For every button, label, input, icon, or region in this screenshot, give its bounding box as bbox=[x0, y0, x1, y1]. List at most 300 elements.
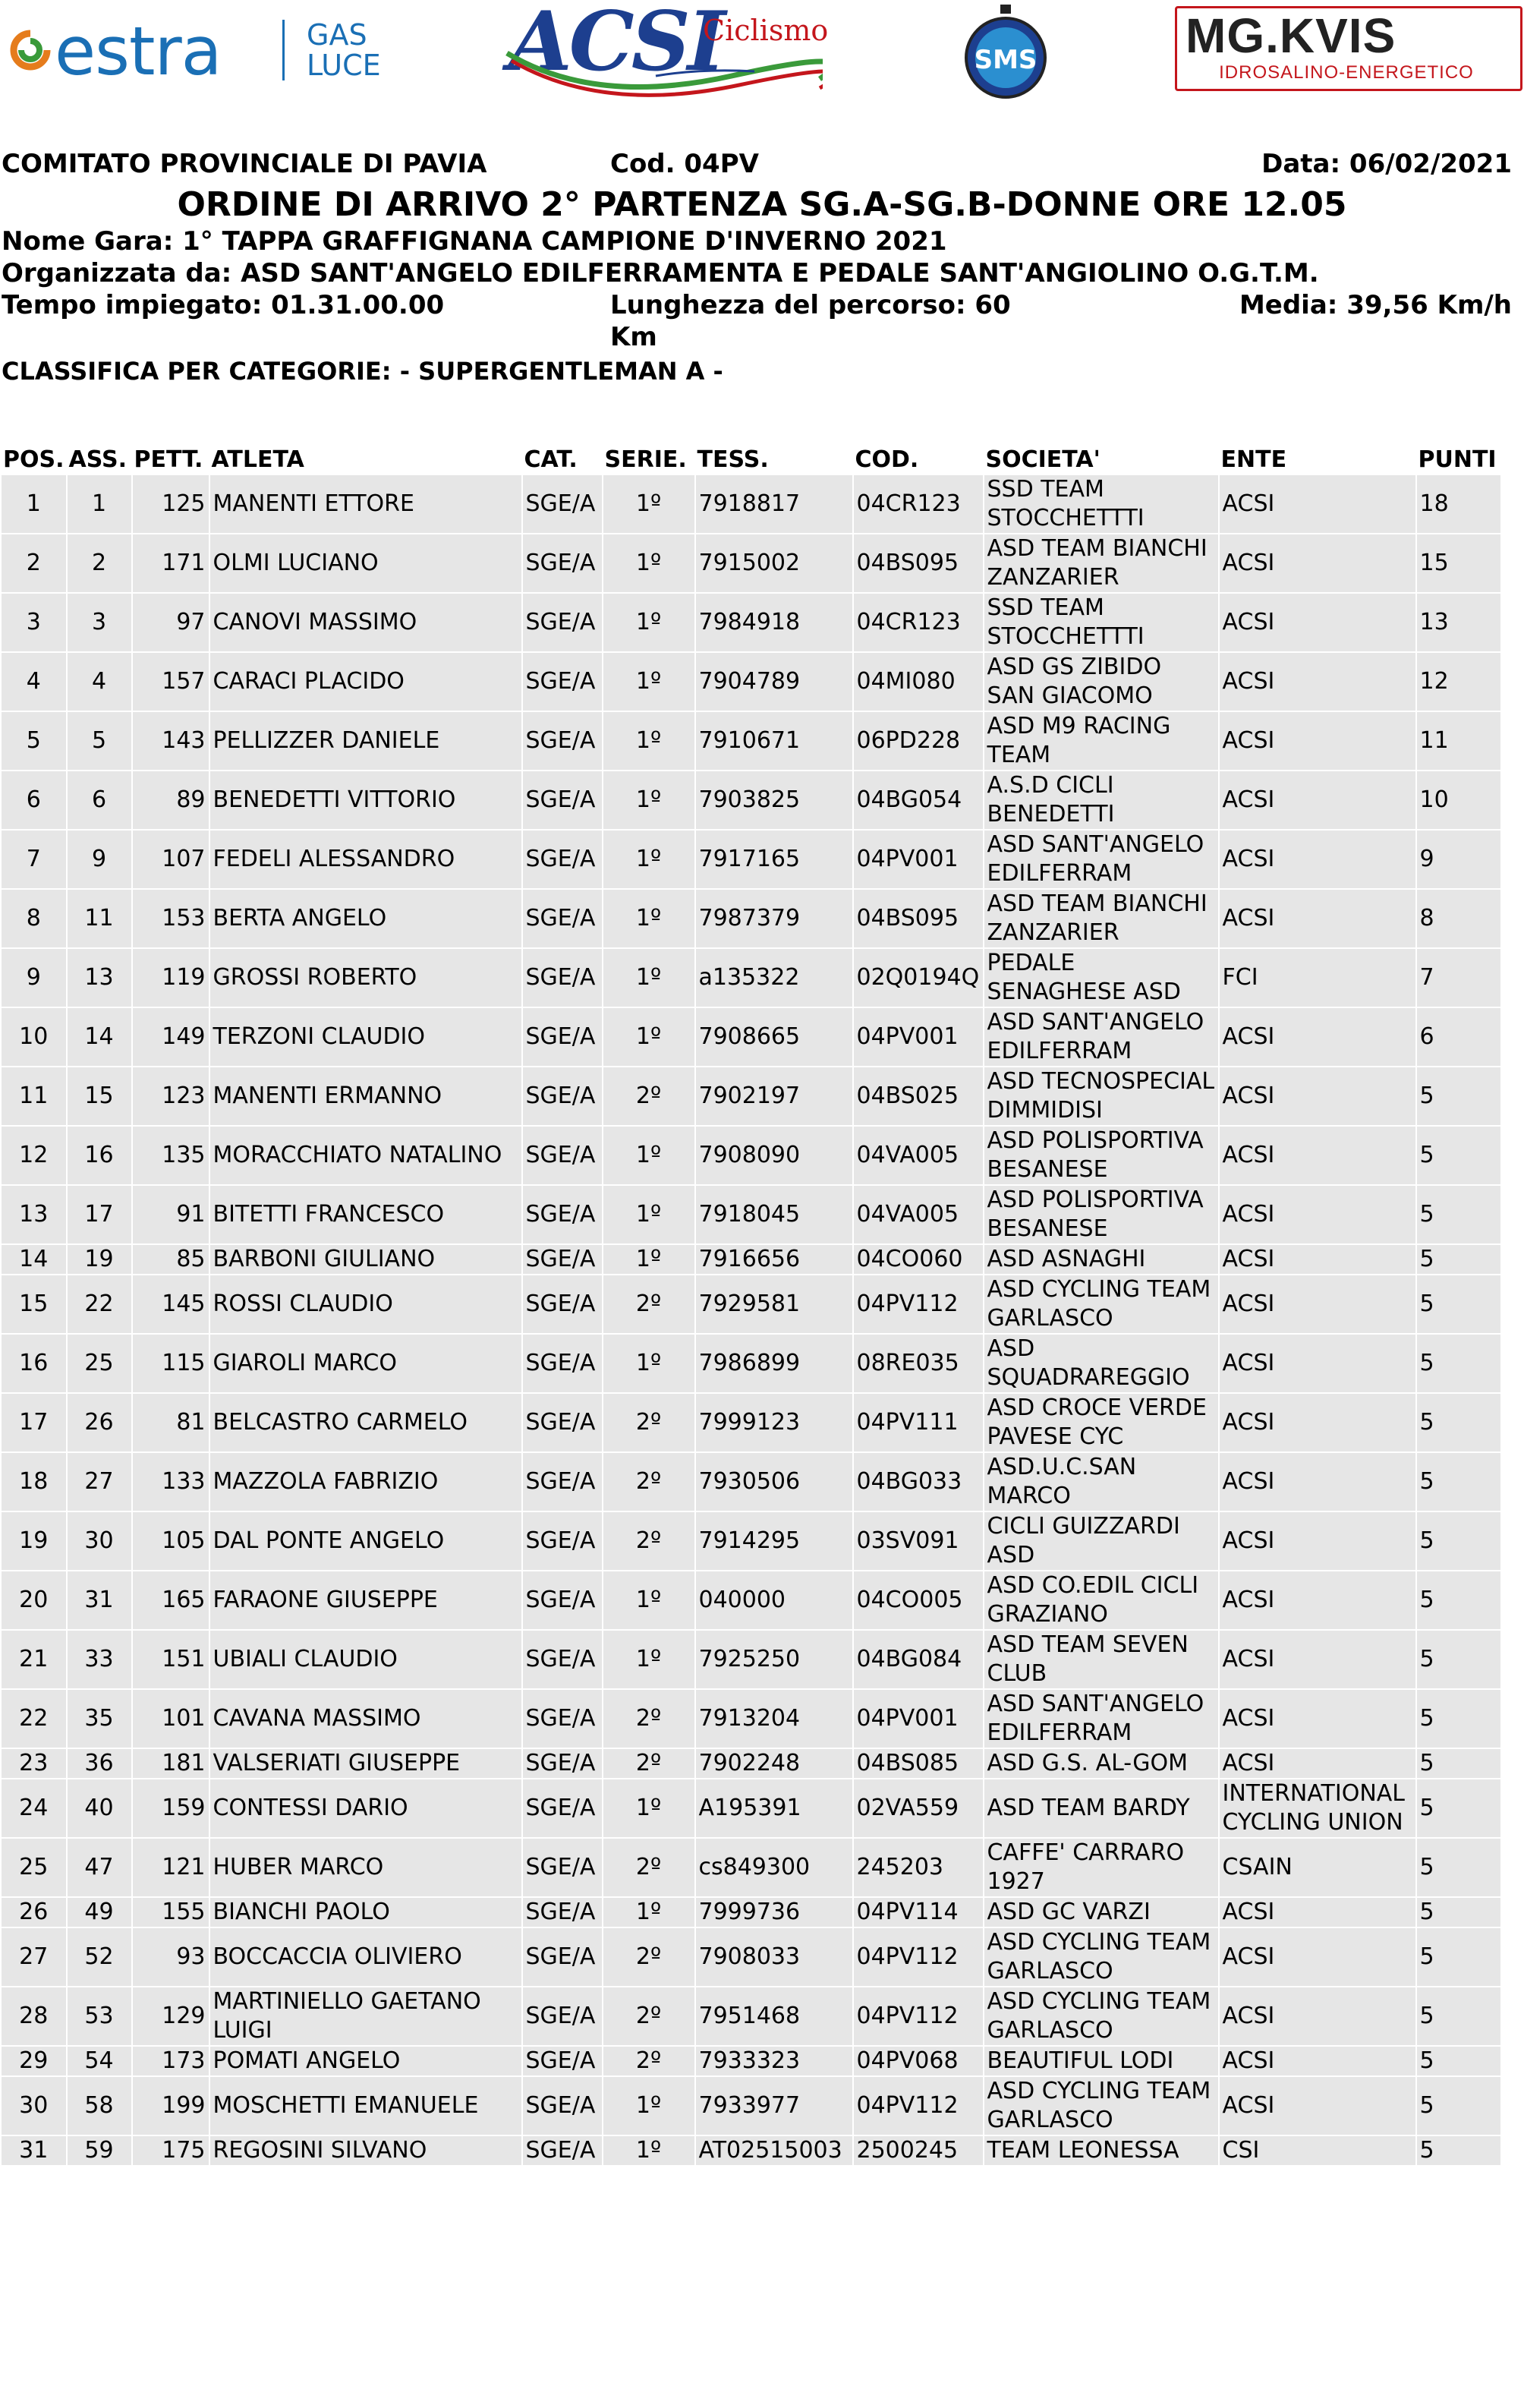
cell-atleta: MORACCHIATO NATALINO bbox=[210, 1127, 521, 1184]
cell-serie: 2º bbox=[603, 1275, 694, 1333]
cell-pettorale: 101 bbox=[133, 1690, 209, 1748]
cell-codice: 04PV068 bbox=[854, 2047, 983, 2075]
cell-punti: 10 bbox=[1417, 771, 1500, 829]
cell-pettorale: 153 bbox=[133, 890, 209, 947]
cell-categoria: SGE/A bbox=[523, 1571, 602, 1629]
cell-categoria: SGE/A bbox=[523, 475, 602, 533]
cell-codice: 04BG084 bbox=[854, 1631, 983, 1688]
cell-ente: ACSI bbox=[1220, 1898, 1415, 1927]
table-row[interactable] bbox=[2, 1453, 1500, 1511]
cell-ente: ACSI bbox=[1220, 1067, 1415, 1125]
cell-pettorale: 107 bbox=[133, 831, 209, 888]
cell-pettorale: 129 bbox=[133, 1987, 209, 2045]
cell-codice: 04MI080 bbox=[854, 653, 983, 711]
cell-punti: 5 bbox=[1417, 1394, 1500, 1451]
cell-serie: 1º bbox=[603, 1245, 694, 1274]
cell-serie: 1º bbox=[603, 831, 694, 888]
committee-code: Cod. 04PV bbox=[610, 149, 759, 179]
column-header-societa[interactable]: SOCIETA' bbox=[985, 446, 1100, 473]
cell-categoria: SGE/A bbox=[523, 1275, 602, 1333]
table-row[interactable] bbox=[2, 1127, 1500, 1184]
cell-codice: 04PV001 bbox=[854, 1690, 983, 1748]
cell-serie: 1º bbox=[603, 1127, 694, 1184]
cell-position: 6 bbox=[2, 771, 66, 829]
cell-ente: ACSI bbox=[1220, 653, 1415, 711]
table-row[interactable] bbox=[2, 1571, 1500, 1629]
cell-societa: ASD TEAM BIANCHI ZANZARIER bbox=[984, 534, 1218, 592]
cell-punti: 5 bbox=[1417, 1335, 1500, 1392]
cell-serie: 1º bbox=[603, 1631, 694, 1688]
cell-atleta: CANOVI MASSIMO bbox=[210, 594, 521, 651]
cell-assoluto: 36 bbox=[68, 1749, 131, 1778]
acsi-ciclismo-text: Ciclismo bbox=[703, 14, 829, 47]
cell-punti: 5 bbox=[1417, 1987, 1500, 2045]
cell-serie: 1º bbox=[603, 2136, 694, 2165]
column-header-punti[interactable]: PUNTI bbox=[1418, 446, 1497, 473]
cell-pettorale: 121 bbox=[133, 1839, 209, 1896]
cell-position: 4 bbox=[2, 653, 66, 711]
column-header-serie[interactable]: SERIE. bbox=[604, 446, 687, 473]
cell-categoria: SGE/A bbox=[523, 1898, 602, 1927]
cell-tessera: 7904789 bbox=[696, 653, 852, 711]
cell-atleta: BITETTI FRANCESCO bbox=[210, 1186, 521, 1243]
cell-serie: 1º bbox=[603, 594, 694, 651]
cell-atleta: UBIALI CLAUDIO bbox=[210, 1631, 521, 1688]
table-row[interactable] bbox=[2, 594, 1500, 651]
cell-societa: TEAM LEONESSA bbox=[984, 2136, 1218, 2165]
cell-atleta: CONTESSI DARIO bbox=[210, 1779, 521, 1837]
cell-assoluto: 14 bbox=[68, 1008, 131, 1066]
cell-assoluto: 27 bbox=[68, 1453, 131, 1511]
cell-serie: 1º bbox=[603, 1008, 694, 1066]
table-body bbox=[2, 475, 1500, 2165]
table-header-row bbox=[2, 445, 1500, 474]
cell-position: 1 bbox=[2, 475, 66, 533]
cell-societa: ASD CROCE VERDE PAVESE CYC bbox=[984, 1394, 1218, 1451]
race-stats bbox=[0, 290, 1524, 354]
cell-punti: 12 bbox=[1417, 653, 1500, 711]
cell-pettorale: 145 bbox=[133, 1275, 209, 1333]
cell-position: 5 bbox=[2, 712, 66, 770]
course-length: Lunghezza del percorso: 60 bbox=[610, 290, 1011, 320]
cell-atleta: BERTA ANGELO bbox=[210, 890, 521, 947]
cell-societa: ASD SANT'ANGELO EDILFERRAM bbox=[984, 1690, 1218, 1748]
cell-ente: ACSI bbox=[1220, 2077, 1415, 2135]
cell-pettorale: 143 bbox=[133, 712, 209, 770]
cell-punti: 5 bbox=[1417, 2077, 1500, 2135]
cell-tessera: AT02515003 bbox=[696, 2136, 852, 2165]
cell-punti: 5 bbox=[1417, 1898, 1500, 1927]
cell-codice: 04PV001 bbox=[854, 831, 983, 888]
cell-categoria: SGE/A bbox=[523, 1394, 602, 1451]
cell-codice: 04CR123 bbox=[854, 475, 983, 533]
cell-codice: 02Q0194Q bbox=[854, 949, 983, 1007]
cell-codice: 08RE035 bbox=[854, 1335, 983, 1392]
cell-categoria: SGE/A bbox=[523, 949, 602, 1007]
cell-ente: ACSI bbox=[1220, 534, 1415, 592]
column-header-codice[interactable]: COD. bbox=[855, 446, 919, 473]
cell-pettorale: 181 bbox=[133, 1749, 209, 1778]
cell-assoluto: 31 bbox=[68, 1571, 131, 1629]
column-header-categoria[interactable]: CAT. bbox=[524, 446, 578, 473]
cell-societa: ASD TEAM BIANCHI ZANZARIER bbox=[984, 890, 1218, 947]
cell-serie: 1º bbox=[603, 712, 694, 770]
cell-societa: ASD TEAM BARDY bbox=[984, 1779, 1218, 1837]
cell-tessera: 7951468 bbox=[696, 1987, 852, 2045]
cell-tessera: cs849300 bbox=[696, 1839, 852, 1896]
cell-atleta: VALSERIATI GIUSEPPE bbox=[210, 1749, 521, 1778]
cell-codice: 03SV091 bbox=[854, 1512, 983, 1570]
race-name: Nome Gara: 1° TAPPA GRAFFIGNANA CAMPIONE D'INVERNO 2021 bbox=[2, 226, 947, 257]
cell-societa: ASD CYCLING TEAM GARLASCO bbox=[984, 1987, 1218, 2045]
cell-serie: 2º bbox=[603, 1453, 694, 1511]
cell-serie: 1º bbox=[603, 1335, 694, 1392]
cell-tessera: 7915002 bbox=[696, 534, 852, 592]
cell-tessera: 7908665 bbox=[696, 1008, 852, 1066]
cell-tessera: 7933323 bbox=[696, 2047, 852, 2075]
cell-codice: 04BS095 bbox=[854, 890, 983, 947]
cell-atleta: CAVANA MASSIMO bbox=[210, 1690, 521, 1748]
cell-ente: ACSI bbox=[1220, 1987, 1415, 2045]
cell-societa: ASD GC VARZI bbox=[984, 1898, 1218, 1927]
table-row[interactable] bbox=[2, 653, 1500, 711]
estra-wordmark: estra bbox=[55, 12, 222, 90]
cell-atleta: OLMI LUCIANO bbox=[210, 534, 521, 592]
table-row[interactable] bbox=[2, 1631, 1500, 1688]
cell-societa: ASD CYCLING TEAM GARLASCO bbox=[984, 1275, 1218, 1333]
cell-tessera: A195391 bbox=[696, 1779, 852, 1837]
cell-ente: ACSI bbox=[1220, 1631, 1415, 1688]
cell-codice: 04PV001 bbox=[854, 1008, 983, 1066]
mgk-wordmark: MG.KVIS bbox=[1186, 8, 1396, 63]
table-row[interactable] bbox=[2, 1987, 1500, 2045]
cell-tessera: 7986899 bbox=[696, 1335, 852, 1392]
cell-codice: 04BS085 bbox=[854, 1749, 983, 1778]
cell-categoria: SGE/A bbox=[523, 1008, 602, 1066]
cell-punti: 8 bbox=[1417, 890, 1500, 947]
cell-codice: 04PV112 bbox=[854, 2077, 983, 2135]
table-row[interactable] bbox=[2, 1394, 1500, 1451]
table-row[interactable] bbox=[2, 2077, 1500, 2135]
cell-societa: ASD SANT'ANGELO EDILFERRAM bbox=[984, 831, 1218, 888]
cell-atleta: REGOSINI SILVANO bbox=[210, 2136, 521, 2165]
cell-tessera: 7929581 bbox=[696, 1275, 852, 1333]
table-row[interactable] bbox=[2, 1928, 1500, 1986]
cell-atleta: PELLIZZER DANIELE bbox=[210, 712, 521, 770]
table-row[interactable] bbox=[2, 831, 1500, 888]
cell-position: 30 bbox=[2, 2077, 66, 2135]
cell-categoria: SGE/A bbox=[523, 1779, 602, 1837]
cell-societa: ASD CYCLING TEAM GARLASCO bbox=[984, 2077, 1218, 2135]
cell-pettorale: 97 bbox=[133, 594, 209, 651]
cell-pettorale: 159 bbox=[133, 1779, 209, 1837]
cell-tessera: 7902197 bbox=[696, 1067, 852, 1125]
cell-assoluto: 9 bbox=[68, 831, 131, 888]
cell-categoria: SGE/A bbox=[523, 1987, 602, 2045]
results-table bbox=[0, 443, 1502, 2167]
cell-societa: SSD TEAM STOCCHETTTI bbox=[984, 475, 1218, 533]
cell-serie: 1º bbox=[603, 475, 694, 533]
cell-position: 15 bbox=[2, 1275, 66, 1333]
cell-tessera: 7930506 bbox=[696, 1453, 852, 1511]
cell-serie: 1º bbox=[603, 1779, 694, 1837]
cell-assoluto: 52 bbox=[68, 1928, 131, 1986]
cell-tessera: 7933977 bbox=[696, 2077, 852, 2135]
cell-punti: 5 bbox=[1417, 1245, 1500, 1274]
cell-societa: BEAUTIFUL LODI bbox=[984, 2047, 1218, 2075]
cell-categoria: SGE/A bbox=[523, 1749, 602, 1778]
cell-assoluto: 5 bbox=[68, 712, 131, 770]
cell-ente: ACSI bbox=[1220, 1186, 1415, 1243]
cell-categoria: SGE/A bbox=[523, 1928, 602, 1986]
cell-punti: 7 bbox=[1417, 949, 1500, 1007]
cell-punti: 11 bbox=[1417, 712, 1500, 770]
cell-societa: ASD SQUADRAREGGIO bbox=[984, 1335, 1218, 1392]
cell-serie: 1º bbox=[603, 653, 694, 711]
cell-position: 13 bbox=[2, 1186, 66, 1243]
table-row[interactable] bbox=[2, 1839, 1500, 1896]
cell-tessera: 7984918 bbox=[696, 594, 852, 651]
cell-categoria: SGE/A bbox=[523, 712, 602, 770]
cell-atleta: GIAROLI MARCO bbox=[210, 1335, 521, 1392]
table-row[interactable] bbox=[2, 2136, 1500, 2165]
table-row[interactable] bbox=[2, 2047, 1500, 2075]
cell-pettorale: 81 bbox=[133, 1394, 209, 1451]
cell-serie: 2º bbox=[603, 1749, 694, 1778]
cell-tessera: 7916656 bbox=[696, 1245, 852, 1274]
cell-ente: ACSI bbox=[1220, 831, 1415, 888]
cell-societa: CAFFE' CARRARO 1927 bbox=[984, 1839, 1218, 1896]
table-row[interactable] bbox=[2, 1245, 1500, 1274]
cell-atleta: TERZONI CLAUDIO bbox=[210, 1008, 521, 1066]
cell-position: 14 bbox=[2, 1245, 66, 1274]
mgk-vis-logo bbox=[1175, 6, 1521, 90]
committee-name: COMITATO PROVINCIALE DI PAVIA bbox=[2, 149, 487, 179]
cell-ente: ACSI bbox=[1220, 1512, 1415, 1570]
cell-codice: 04PV112 bbox=[854, 1275, 983, 1333]
cell-societa: ASD POLISPORTIVA BESANESE bbox=[984, 1186, 1218, 1243]
course-length-unit: Km bbox=[610, 322, 657, 352]
cell-punti: 5 bbox=[1417, 2047, 1500, 2075]
cell-serie: 1º bbox=[603, 771, 694, 829]
cell-codice: 04VA005 bbox=[854, 1186, 983, 1243]
cell-categoria: SGE/A bbox=[523, 1127, 602, 1184]
cell-position: 10 bbox=[2, 1008, 66, 1066]
cell-serie: 1º bbox=[603, 1186, 694, 1243]
cell-assoluto: 2 bbox=[68, 534, 131, 592]
cell-pettorale: 157 bbox=[133, 653, 209, 711]
cell-societa: ASD TEAM SEVEN CLUB bbox=[984, 1631, 1218, 1688]
cell-categoria: SGE/A bbox=[523, 594, 602, 651]
elapsed-time: Tempo impiegato: 01.31.00.00 bbox=[2, 290, 445, 320]
cell-pettorale: 171 bbox=[133, 534, 209, 592]
cell-punti: 18 bbox=[1417, 475, 1500, 533]
cell-assoluto: 19 bbox=[68, 1245, 131, 1274]
cell-codice: 04BS025 bbox=[854, 1067, 983, 1125]
cell-position: 3 bbox=[2, 594, 66, 651]
cell-position: 12 bbox=[2, 1127, 66, 1184]
cell-categoria: SGE/A bbox=[523, 831, 602, 888]
cell-atleta: MANENTI ETTORE bbox=[210, 475, 521, 533]
column-header-position[interactable]: POS. bbox=[3, 446, 65, 473]
cell-pettorale: 105 bbox=[133, 1512, 209, 1570]
cell-atleta: GROSSI ROBERTO bbox=[210, 949, 521, 1007]
cell-position: 22 bbox=[2, 1690, 66, 1748]
cell-serie: 2º bbox=[603, 1928, 694, 1986]
cell-punti: 5 bbox=[1417, 1186, 1500, 1243]
cell-pettorale: 89 bbox=[133, 771, 209, 829]
cell-categoria: SGE/A bbox=[523, 2136, 602, 2165]
organizer: Organizzata da: ASD SANT'ANGELO EDILFERRAMENTA E PEDALE SANT'ANGIOLINO O.G.T.M. bbox=[2, 258, 1319, 288]
cell-societa: ASD SANT'ANGELO EDILFERRAM bbox=[984, 1008, 1218, 1066]
cell-position: 16 bbox=[2, 1335, 66, 1392]
cell-assoluto: 58 bbox=[68, 2077, 131, 2135]
cell-pettorale: 93 bbox=[133, 1928, 209, 1986]
table-row[interactable] bbox=[2, 1779, 1500, 1837]
sms-sport-servizi-logo bbox=[956, 3, 1055, 102]
cell-ente: ACSI bbox=[1220, 771, 1415, 829]
cell-assoluto: 13 bbox=[68, 949, 131, 1007]
cell-ente: ACSI bbox=[1220, 1335, 1415, 1392]
cell-categoria: SGE/A bbox=[523, 771, 602, 829]
cell-societa: ASD CO.EDIL CICLI GRAZIANO bbox=[984, 1571, 1218, 1629]
cell-codice: 2500245 bbox=[854, 2136, 983, 2165]
cell-atleta: BOCCACCIA OLIVIERO bbox=[210, 1928, 521, 1986]
table-row[interactable] bbox=[2, 1275, 1500, 1333]
cell-tessera: 7925250 bbox=[696, 1631, 852, 1688]
estra-swirl-icon bbox=[9, 29, 52, 71]
cell-tessera: 7999123 bbox=[696, 1394, 852, 1451]
table-row[interactable] bbox=[2, 1690, 1500, 1748]
acsi-wordmark: ACSI bbox=[509, 0, 723, 90]
table-row[interactable] bbox=[2, 949, 1500, 1007]
mgk-tagline: IDROSALINO-ENERGETICO bbox=[1219, 62, 1474, 83]
cell-ente: CSAIN bbox=[1220, 1839, 1415, 1896]
cell-position: 2 bbox=[2, 534, 66, 592]
cell-punti: 5 bbox=[1417, 1839, 1500, 1896]
column-header-ente[interactable]: ENTE bbox=[1220, 446, 1287, 473]
table-row[interactable] bbox=[2, 1186, 1500, 1243]
cell-categoria: SGE/A bbox=[523, 1245, 602, 1274]
column-header-assoluto[interactable]: ASS. bbox=[68, 446, 127, 473]
column-header-atleta[interactable]: ATLETA bbox=[211, 446, 304, 473]
cell-position: 26 bbox=[2, 1898, 66, 1927]
cell-ente: ACSI bbox=[1220, 1394, 1415, 1451]
table-row[interactable] bbox=[2, 1067, 1500, 1125]
cell-pettorale: 135 bbox=[133, 1127, 209, 1184]
cell-atleta: MAZZOLA FABRIZIO bbox=[210, 1453, 521, 1511]
cell-pettorale: 155 bbox=[133, 1898, 209, 1927]
cell-punti: 5 bbox=[1417, 1512, 1500, 1570]
table-row[interactable] bbox=[2, 1512, 1500, 1570]
cell-tessera: 7914295 bbox=[696, 1512, 852, 1570]
cell-atleta: DAL PONTE ANGELO bbox=[210, 1512, 521, 1570]
average-speed: Media: 39,56 Km/h bbox=[1239, 290, 1512, 320]
cell-position: 7 bbox=[2, 831, 66, 888]
cell-categoria: SGE/A bbox=[523, 2047, 602, 2075]
cell-atleta: BENEDETTI VITTORIO bbox=[210, 771, 521, 829]
table-row[interactable] bbox=[2, 475, 1500, 533]
table-row[interactable] bbox=[2, 712, 1500, 770]
cell-ente: ACSI bbox=[1220, 594, 1415, 651]
cell-serie: 2º bbox=[603, 1987, 694, 2045]
cell-categoria: SGE/A bbox=[523, 534, 602, 592]
cell-ente: ACSI bbox=[1220, 1690, 1415, 1748]
table-row[interactable] bbox=[2, 1898, 1500, 1927]
table-row[interactable] bbox=[2, 534, 1500, 592]
cell-atleta: BELCASTRO CARMELO bbox=[210, 1394, 521, 1451]
cell-categoria: SGE/A bbox=[523, 1186, 602, 1243]
cell-tessera: 7918817 bbox=[696, 475, 852, 533]
classification-heading: CLASSIFICA PER CATEGORIE: - SUPERGENTLEMAN A - bbox=[2, 357, 723, 386]
cell-pettorale: 151 bbox=[133, 1631, 209, 1688]
cell-assoluto: 33 bbox=[68, 1631, 131, 1688]
table-row[interactable] bbox=[2, 1335, 1500, 1392]
cell-serie: 2º bbox=[603, 1690, 694, 1748]
cell-punti: 5 bbox=[1417, 2136, 1500, 2165]
cell-categoria: SGE/A bbox=[523, 1067, 602, 1125]
race-date: Data: 06/02/2021 bbox=[1261, 149, 1512, 179]
cell-pettorale: 149 bbox=[133, 1008, 209, 1066]
cell-serie: 2º bbox=[603, 1512, 694, 1570]
sms-wordmark: SMS bbox=[974, 45, 1038, 75]
cell-punti: 9 bbox=[1417, 831, 1500, 888]
cell-punti: 13 bbox=[1417, 594, 1500, 651]
cell-categoria: SGE/A bbox=[523, 653, 602, 711]
estra-logo bbox=[9, 12, 381, 90]
cell-codice: 04PV114 bbox=[854, 1898, 983, 1927]
table-row[interactable] bbox=[2, 890, 1500, 947]
cell-atleta: MARTINIELLO GAETANO LUIGI bbox=[210, 1987, 521, 2045]
cell-ente: ACSI bbox=[1220, 1928, 1415, 1986]
cell-assoluto: 47 bbox=[68, 1839, 131, 1896]
cell-pettorale: 91 bbox=[133, 1186, 209, 1243]
column-header-tessera[interactable]: TESS. bbox=[697, 446, 769, 473]
cell-assoluto: 1 bbox=[68, 475, 131, 533]
cell-categoria: SGE/A bbox=[523, 890, 602, 947]
cell-position: 29 bbox=[2, 2047, 66, 2075]
cell-atleta: MANENTI ERMANNO bbox=[210, 1067, 521, 1125]
table-row[interactable] bbox=[2, 771, 1500, 829]
cell-atleta: FEDELI ALESSANDRO bbox=[210, 831, 521, 888]
cell-serie: 2º bbox=[603, 1839, 694, 1896]
cell-tessera: 7908090 bbox=[696, 1127, 852, 1184]
cell-position: 8 bbox=[2, 890, 66, 947]
cell-ente: FCI bbox=[1220, 949, 1415, 1007]
cell-societa: SSD TEAM STOCCHETTTI bbox=[984, 594, 1218, 651]
cell-categoria: SGE/A bbox=[523, 1631, 602, 1688]
cell-punti: 5 bbox=[1417, 1779, 1500, 1837]
cell-codice: 04VA005 bbox=[854, 1127, 983, 1184]
cell-tessera: 7910671 bbox=[696, 712, 852, 770]
table-row[interactable] bbox=[2, 1008, 1500, 1066]
cell-ente: ACSI bbox=[1220, 1127, 1415, 1184]
cell-categoria: SGE/A bbox=[523, 1335, 602, 1392]
cell-codice: 04BG054 bbox=[854, 771, 983, 829]
cell-tessera: 7913204 bbox=[696, 1690, 852, 1748]
cell-assoluto: 53 bbox=[68, 1987, 131, 2045]
cell-ente: ACSI bbox=[1220, 1275, 1415, 1333]
cell-codice: 04BS095 bbox=[854, 534, 983, 592]
cell-assoluto: 25 bbox=[68, 1335, 131, 1392]
cell-punti: 5 bbox=[1417, 1928, 1500, 1986]
cell-pettorale: 85 bbox=[133, 1245, 209, 1274]
column-header-pettorale[interactable]: PETT. bbox=[134, 446, 203, 473]
cell-ente: ACSI bbox=[1220, 1453, 1415, 1511]
table-row[interactable] bbox=[2, 1749, 1500, 1778]
cell-position: 25 bbox=[2, 1839, 66, 1896]
cell-atleta: MOSCHETTI EMANUELE bbox=[210, 2077, 521, 2135]
